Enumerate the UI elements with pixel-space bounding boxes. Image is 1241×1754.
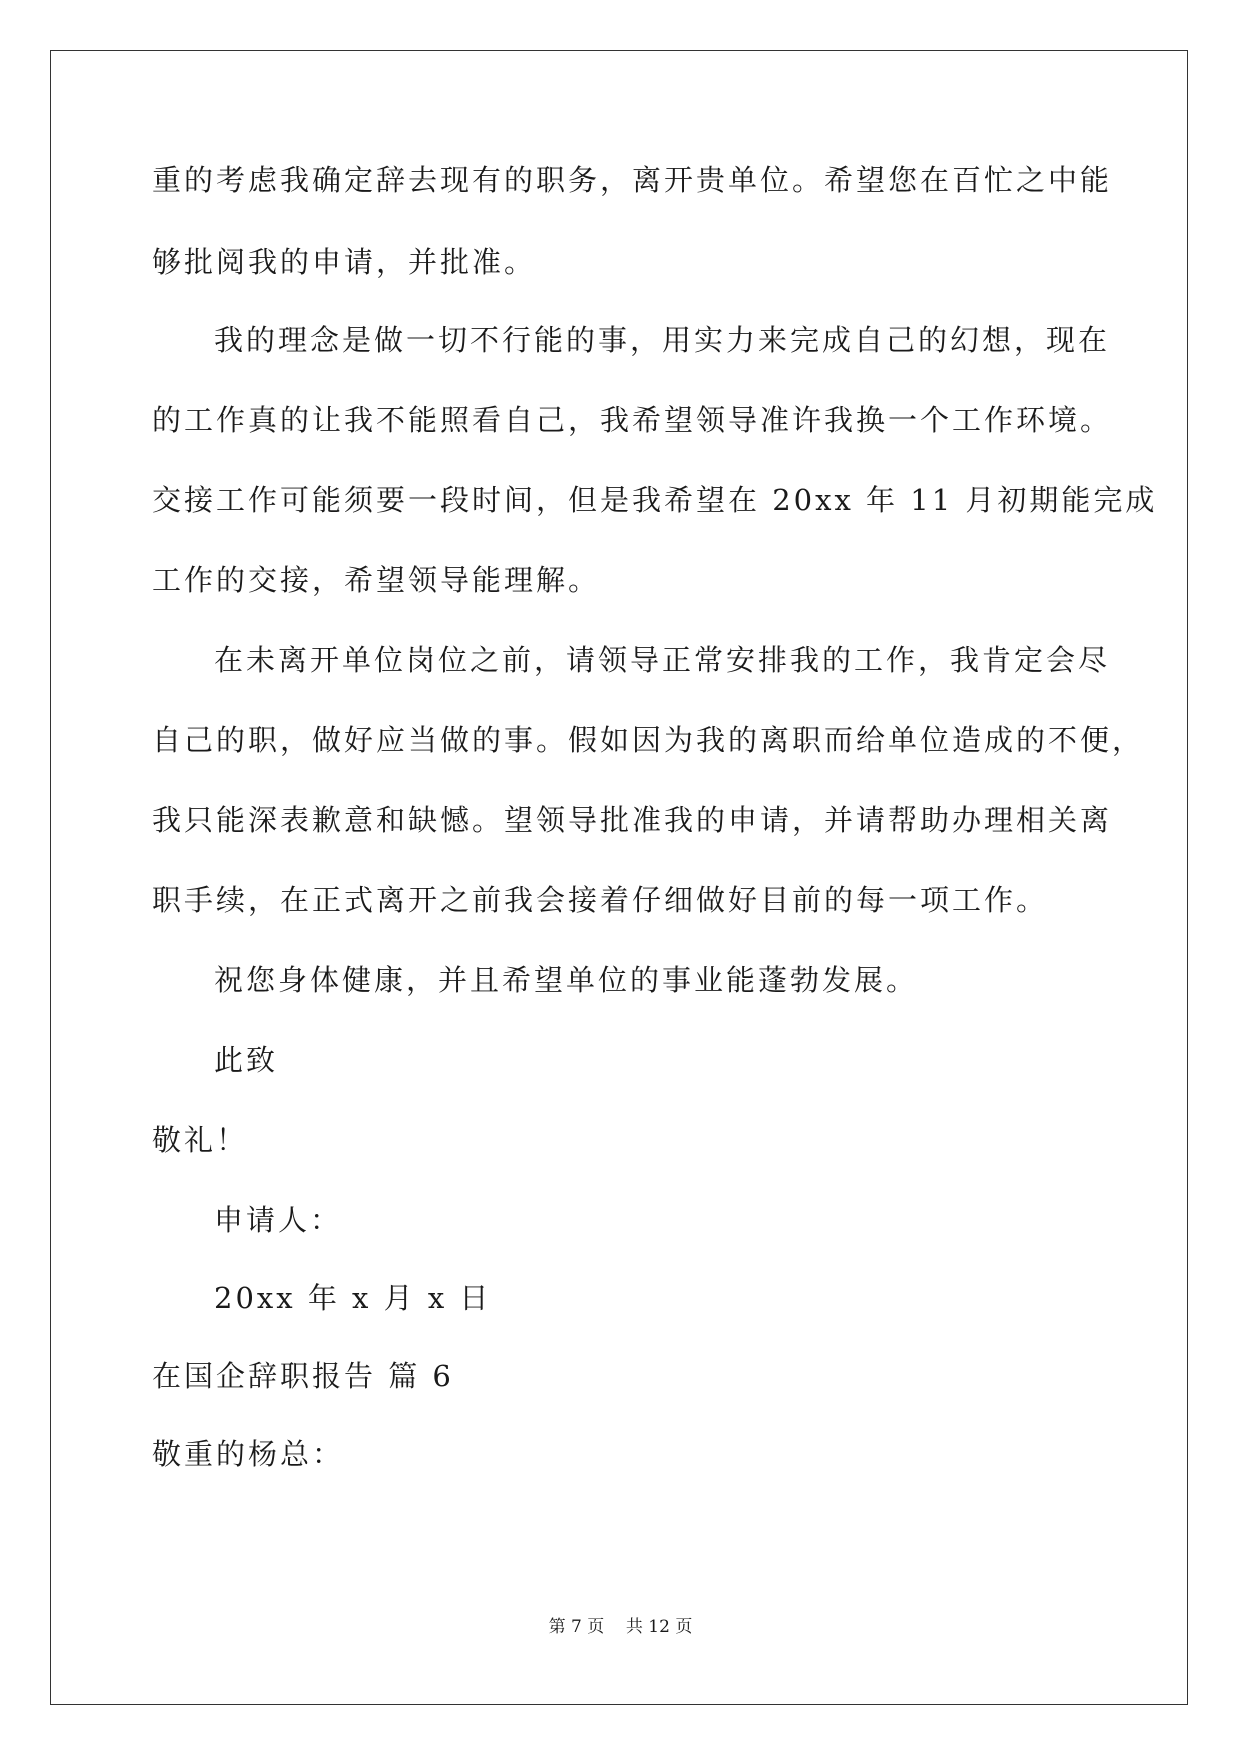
page-number: 第 7 页 xyxy=(548,1617,605,1637)
closing-regards: 敬礼！ xyxy=(152,1123,249,1157)
body-text-line: 自己的职，做好应当做的事。假如因为我的离职而给单位造成的不便， xyxy=(152,723,1145,757)
paragraph-first-line: 在未离开单位岗位之前，请领导正常安排我的工作，我肯定会尽 xyxy=(214,643,1111,677)
body-text-line: 交接工作可能须要一段时间，但是我希望在 20xx 年 11 月初期能完成 xyxy=(152,483,1158,517)
page-total: 共 12 页 xyxy=(625,1617,693,1637)
paragraph-first-line: 我的理念是做一切不行能的事，用实力来完成自己的幻想，现在 xyxy=(214,323,1111,357)
page-footer xyxy=(0,1616,1241,1638)
body-text-line: 职手续，在正式离开之前我会接着仔细做好目前的每一项工作。 xyxy=(152,883,1049,917)
body-text-line: 工作的交接，希望领导能理解。 xyxy=(152,563,601,597)
closing-wish: 祝您身体健康，并且希望单位的事业能蓬勃发展。 xyxy=(214,963,919,997)
body-text-line: 够批阅我的申请，并批准。 xyxy=(152,245,537,279)
closing-salutation: 此致 xyxy=(214,1043,279,1077)
section-heading: 在国企辞职报告 篇 6 xyxy=(152,1359,454,1393)
letter-greeting: 敬重的杨总： xyxy=(152,1437,345,1471)
body-text-line: 的工作真的让我不能照看自己，我希望领导准许我换一个工作环境。 xyxy=(152,403,1113,437)
applicant-label: 申请人： xyxy=(214,1203,343,1237)
body-text-line: 我只能深表歉意和缺憾。望领导批准我的申请，并请帮助办理相关离 xyxy=(152,803,1113,837)
body-text-line: 重的考虑我确定辞去现有的职务，离开贵单位。希望您在百忙之中能 xyxy=(152,163,1113,197)
signature-date: 20xx 年 x 月 x 日 xyxy=(214,1281,492,1315)
